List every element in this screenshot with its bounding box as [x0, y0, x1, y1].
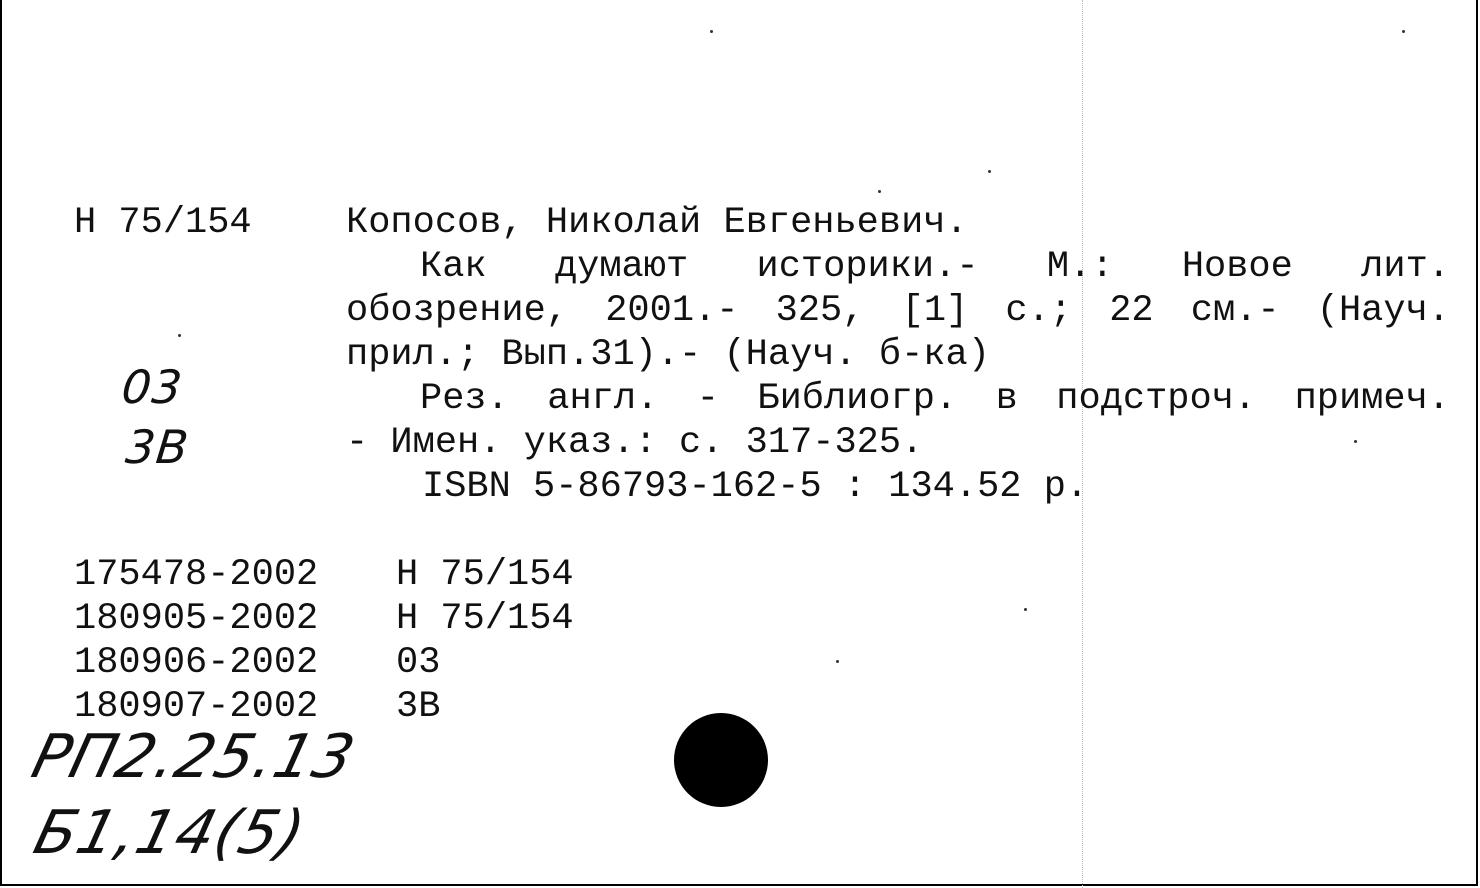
shelf-mark: Н 75/154 [74, 202, 252, 244]
inventory-number: 180907-2002 [74, 686, 319, 728]
handwritten-siglum-1: 03 [119, 360, 186, 414]
scan-speck [1024, 608, 1027, 611]
scan-speck [710, 30, 713, 33]
inventory-row [74, 641, 574, 685]
fold-line [1082, 0, 1083, 888]
scan-speck [1402, 30, 1405, 33]
handwritten-classification-code: РП2.25.13 [25, 722, 363, 792]
inventory-row [74, 553, 574, 597]
title-line-1: Как думают историки.- М.: Новое лит. [420, 246, 1450, 288]
inventory-row [74, 597, 574, 641]
notes-line-2: - Имен. указ.: с. 317-325. [346, 422, 924, 464]
inventory-number: 180906-2002 [74, 642, 319, 684]
isbn-price: ISBN 5-86793-162-5 : 134.52 р. [422, 466, 1089, 508]
inventory-location: Н 75/154 [396, 554, 574, 596]
title-line-3: прил.; Вып.31).- (Науч. б-ка) [346, 334, 990, 376]
inventory-table [74, 553, 574, 729]
author-heading: Копосов, Николай Евгеньевич. [346, 202, 968, 244]
inventory-location: 03 [396, 642, 441, 684]
inventory-location: Н 75/154 [396, 598, 574, 640]
notes-line-1: Рез. англ. - Библиогр. в подстроч. примеч. [420, 378, 1450, 420]
scan-speck [836, 660, 839, 663]
scan-speck [1354, 440, 1357, 443]
handwritten-siglum-2: 3В [123, 420, 192, 474]
handwritten-classification-code: Б1,14(5) [27, 798, 313, 868]
scan-speck [878, 190, 881, 193]
scan-speck [988, 170, 991, 173]
title-line-2: обозрение, 2001.- 325, [1] с.; 22 см.- (Науч. [346, 290, 1450, 332]
inventory-number: 175478-2002 [74, 554, 319, 596]
inventory-number: 180905-2002 [74, 598, 319, 640]
punch-hole [674, 713, 768, 807]
scan-speck [178, 334, 181, 337]
inventory-location: 3В [396, 686, 441, 728]
